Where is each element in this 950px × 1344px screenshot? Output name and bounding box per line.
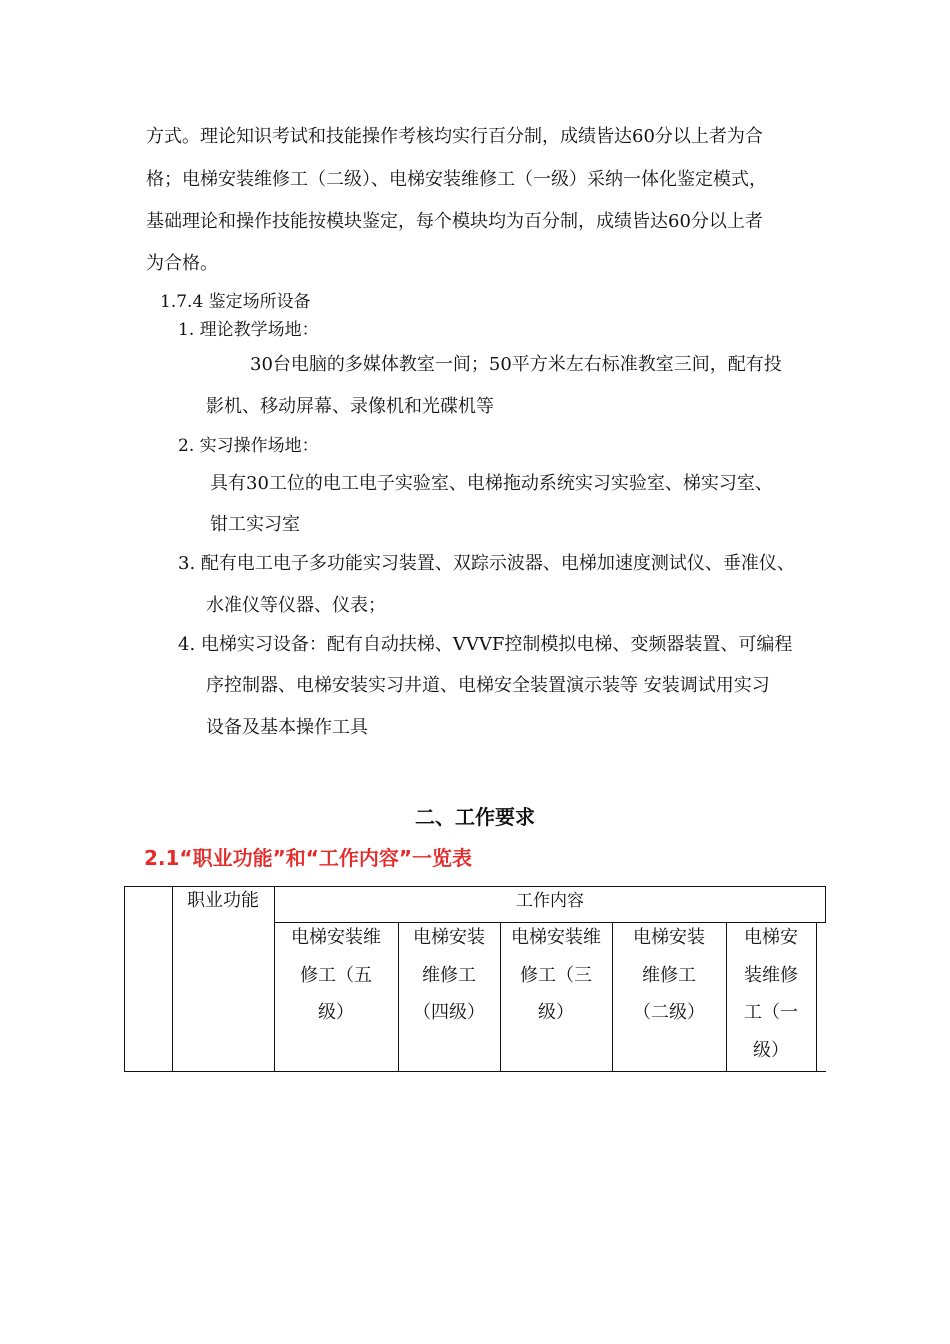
table-title: 2.1“职业功能”和“工作内容”一览表 [144,846,473,870]
paragraph-line: 方式。理论知识考试和技能操作考核均实行百分制，成绩皆达60分以上者为合 [146,126,763,147]
table-rule [172,886,173,1072]
paragraph-line: 格；电梯安装维修工（二级）、电梯安装维修工（一级）采纳一体化鉴定模式， [146,169,767,190]
list-item-text: 4. 电梯实习设备：配有自动扶梯、VVVF控制模拟电梯、变频器装置、可编程 [178,634,793,655]
table-border-bottom [124,1071,826,1072]
list-item-text: 具有30工位的电工电子实验室、电梯拖动系统实习实验室、梯实习室、 [210,473,773,494]
list-item-text: 水准仪等仪器、仪表； [206,595,386,616]
chapter-title: 二、工作要求 [415,805,535,829]
paragraph-line: 基础理论和操作技能按模块鉴定，每个模块均为百分制，成绩皆达60分以上者 [146,211,763,232]
list-item-text: 影机、移动屏幕、录像机和光碟机等 [206,396,494,417]
list-item-title: 1. 理论教学场地： [178,320,319,340]
table-rule [816,922,817,1072]
list-item-text: 序控制器、电梯安装实习井道、电梯安全装置演示装等 安装调试用实习 [206,675,770,696]
list-item-text: 钳工实习室 [210,514,300,535]
section-heading: 1.7.4 鉴定场所设备 [160,292,311,312]
level-cell-1: 电梯安 装维修 工（一 级） [744,927,798,1061]
level-cell-2: 电梯安装 维修工 （二级） [633,927,705,1023]
header-content: 工作内容 [516,891,584,911]
list-item-text: 设备及基本操作工具 [206,717,368,738]
list-item-text: 3. 配有电工电子多功能实习装置、双踪示波器、电梯加速度测试仪、垂准仪、 [178,553,795,574]
table-border-left [124,886,125,1072]
list-item-title: 2. 实习操作场地： [178,436,319,456]
level-cell-5: 电梯安装维 修工（五 级） [291,927,381,1023]
table-border-top [124,886,826,887]
header-function: 职业功能 [187,890,259,911]
list-item-text: 30台电脑的多媒体教室一间；50平方米左右标准教室三间，配有投 [250,354,782,375]
level-cell-4: 电梯安装 维修工 （四级） [413,927,485,1023]
level-cell-3: 电梯安装维 修工（三 级） [511,927,601,1023]
paragraph-line: 为合格。 [146,253,218,274]
